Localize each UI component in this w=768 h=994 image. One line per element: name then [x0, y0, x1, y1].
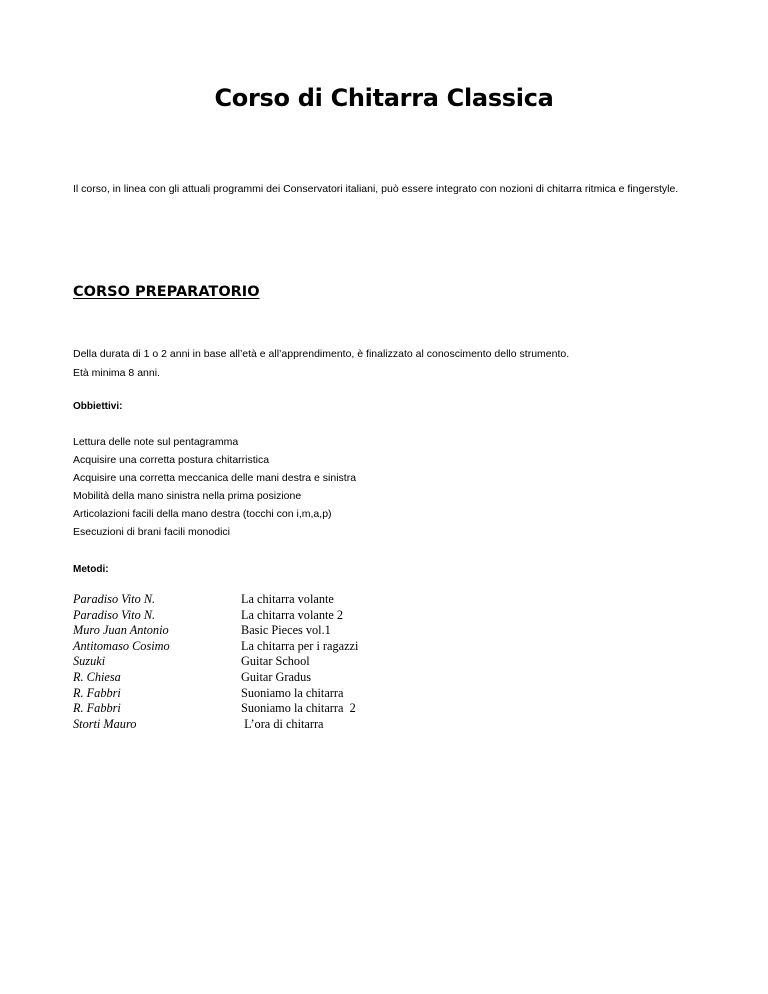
objective-item: Esecuzioni di brani facili monodici — [73, 526, 230, 538]
method-author: Antitomaso Cosimo — [73, 638, 170, 653]
method-title: Suoniamo la chitarra 2 — [241, 701, 356, 716]
method-author: Paradiso Vito N. — [73, 592, 156, 606]
method-title: Basic Pieces vol.1 — [241, 623, 331, 638]
method-row — [73, 686, 358, 702]
method-author: Muro Juan Antonio — [73, 623, 169, 638]
method-author: R. Chiesa — [73, 669, 121, 684]
method-title: Guitar School — [241, 654, 310, 669]
method-title: La chitarra volante 2 — [241, 607, 344, 622]
method-row — [73, 623, 358, 639]
method-row — [73, 608, 358, 624]
section-description — [73, 345, 733, 383]
objective-item: Lettura delle note sul pentagramma — [73, 436, 239, 448]
objective-item: Mobilità della mano sinistra nella prima posizione — [73, 490, 302, 502]
method-author: Paradiso Vito N. — [73, 607, 156, 622]
objective-item: Acquisire una corretta postura chitarristica — [73, 454, 270, 466]
objectives-list — [73, 433, 356, 541]
method-title: L’ora di chitarra — [241, 716, 324, 731]
section-heading: CORSO PREPARATORIO — [73, 284, 260, 300]
description-line: Età minima 8 anni. — [73, 367, 160, 379]
method-author: R. Fabbri — [73, 685, 121, 700]
objective-item: Acquisire una corretta meccanica delle mani destra e sinistra — [73, 472, 357, 484]
method-title: La chitarra per i ragazzi — [241, 638, 359, 653]
method-author: R. Fabbri — [73, 701, 121, 716]
method-row — [73, 670, 358, 686]
description-line: Della durata di 1 o 2 anni in base all’età e all’apprendimento, è finalizzato al conoscimento dello strumento. — [73, 348, 570, 360]
methods-heading: Metodi: — [73, 564, 109, 575]
objectives-heading: Obbiettivi: — [73, 401, 123, 412]
objective-item: Articolazioni facili della mano destra (tocchi con i,m,a,p) — [73, 508, 332, 520]
method-row — [73, 592, 358, 608]
intro-paragraph: Il corso, in linea con gli attuali programmi dei Conservatori italiani, può essere integrato con nozioni di chitarra ritmica e fingerstyle. — [73, 183, 679, 195]
document-title: Corso di Chitarra Classica — [214, 84, 554, 112]
method-row — [73, 639, 358, 655]
methods-list — [73, 592, 358, 732]
method-title: La chitarra volante — [241, 592, 334, 606]
method-author: Storti Mauro — [73, 716, 137, 731]
method-title: Guitar Gradus — [241, 669, 312, 684]
method-row — [73, 654, 358, 670]
method-row — [73, 717, 358, 733]
method-row — [73, 701, 358, 717]
method-title: Suoniamo la chitarra — [241, 685, 344, 700]
method-author: Suzuki — [73, 654, 106, 669]
